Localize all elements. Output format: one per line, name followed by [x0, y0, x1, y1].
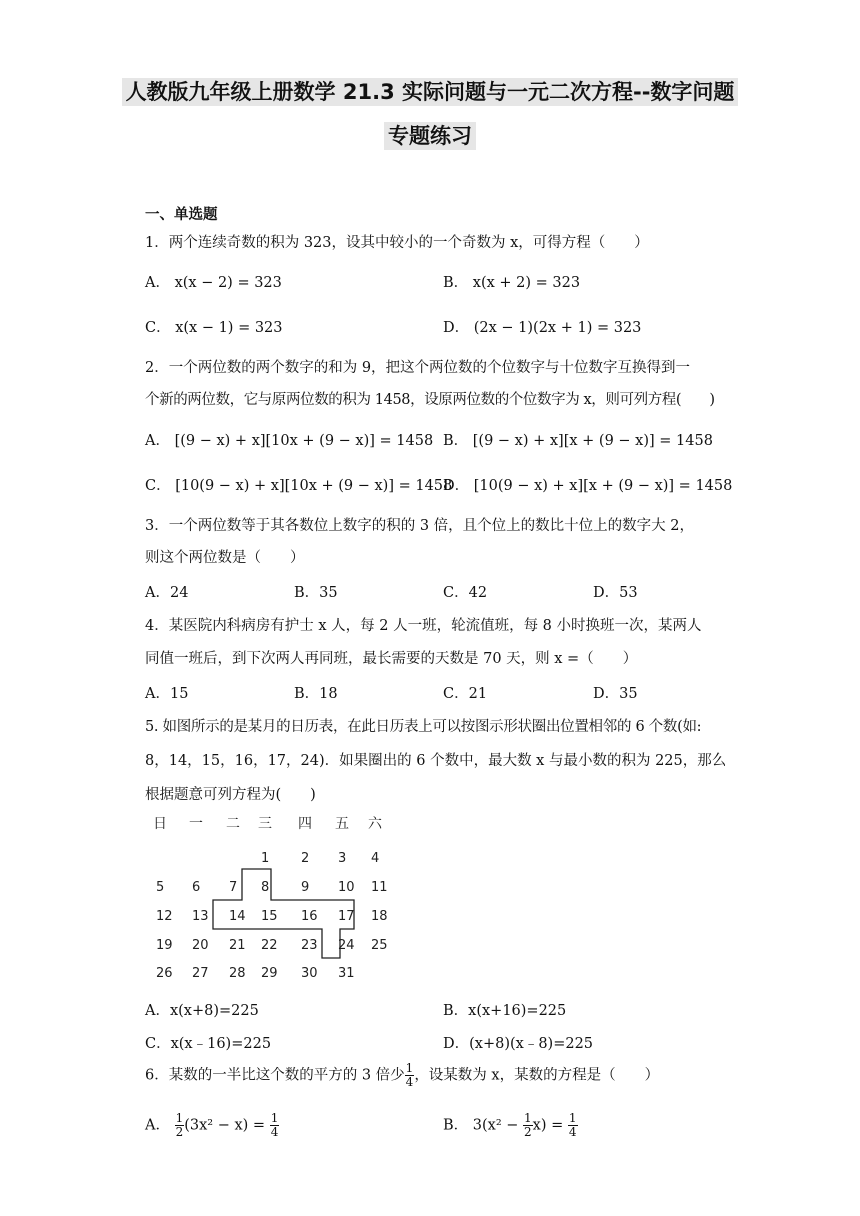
- calendar-day: 18: [371, 909, 388, 924]
- q1-option-d: D． (2x − 1)(2x + 1) = 323: [443, 320, 642, 336]
- q6-b-body-post: x) =: [532, 1117, 564, 1134]
- q3-option-b: B．35: [294, 585, 338, 601]
- calendar-day: 11: [371, 880, 388, 895]
- q6-option-b: [443, 1112, 578, 1139]
- calendar-day: 29: [261, 966, 278, 981]
- q6-text-post: ，设某数为 x，某数的方程是（ ）: [414, 1067, 660, 1084]
- q6-a-coef-n: 1: [175, 1111, 184, 1125]
- q6-a-coefficient: [175, 1112, 185, 1139]
- calendar-day: 14: [229, 909, 246, 924]
- q6-a-rhs-d: 4: [270, 1125, 279, 1139]
- q2-option-a: A． [(9 − x) + x][10x + (9 − x)] = 1458: [145, 433, 434, 449]
- q3-option-c: C．42: [443, 585, 488, 601]
- q5-option-b: B．x(x+16)=225: [443, 1003, 567, 1019]
- q6-a-coef-d: 2: [175, 1125, 184, 1139]
- calendar-day: 2: [301, 851, 310, 866]
- q6-a-body: (3x² − x) =: [184, 1117, 266, 1134]
- q6-b-in-n: 1: [524, 1111, 532, 1125]
- calendar-weekday: 六: [368, 816, 382, 832]
- calendar-weekday: 三: [258, 816, 272, 832]
- calendar-day: 3: [338, 851, 347, 866]
- calendar-day: 10: [338, 880, 355, 895]
- q4-option-a: A．15: [145, 686, 189, 702]
- q6-a-rhs: [270, 1112, 280, 1139]
- section-heading: 一、单选题: [145, 207, 218, 223]
- q1-text: 1．两个连续奇数的积为 323，设其中较小的一个奇数为 x，可得方程（ ）: [145, 235, 649, 251]
- q6-b-in-d: 2: [524, 1125, 532, 1139]
- calendar-day: 28: [229, 966, 246, 981]
- q5-option-a: A．x(x+8)=225: [145, 1003, 259, 1019]
- q6-text-pre: 6．某数的一半比这个数的平方的 3 倍少: [145, 1067, 405, 1084]
- calendar-weekday: 四: [298, 816, 312, 832]
- calendar-weekday: 一: [189, 816, 203, 832]
- calendar-day: 31: [338, 966, 355, 981]
- calendar-day: 9: [301, 880, 310, 895]
- q2-option-d: D． [10(9 − x) + x][x + (9 − x)] = 1458: [443, 478, 733, 494]
- calendar-weekday: 二: [226, 816, 240, 832]
- calendar-day: 21: [229, 938, 246, 953]
- q6-b-rhs-n: 1: [568, 1111, 577, 1125]
- calendar-day: 5: [156, 880, 165, 895]
- q6-fraction: [405, 1062, 415, 1089]
- q6-b-body-pre: 3(x² −: [472, 1117, 519, 1134]
- q4-text-line-2: 同值一班后，到下次两人再同班，最长需要的天数是 70 天，则 x =（ ）: [145, 651, 638, 667]
- q1-option-c: C． x(x − 1) = 323: [145, 320, 283, 336]
- q4-option-b: B．18: [294, 686, 338, 702]
- calendar-day: 30: [301, 966, 318, 981]
- q3-option-a: A．24: [145, 585, 189, 601]
- calendar-day: 1: [261, 851, 270, 866]
- calendar-day: 8: [261, 880, 270, 895]
- document-title-line-1: 人教版九年级上册数学 21.3 实际问题与一元二次方程--数字问题: [0, 76, 860, 106]
- q6-text: [145, 1062, 659, 1089]
- q6-fraction-numerator: 1: [405, 1061, 414, 1075]
- calendar-day: 23: [301, 938, 318, 953]
- q2-text-line-2: 个新的两位数，它与原两位数的积为 1458，设原两位数的个位数字为 x，则可列方程( ): [145, 392, 715, 408]
- calendar-day: 19: [156, 938, 173, 953]
- calendar-day: 26: [156, 966, 173, 981]
- q6-fraction-denominator: 4: [405, 1075, 414, 1089]
- q6-b-inner-fraction: [523, 1112, 533, 1139]
- q6-b-rhs-d: 4: [568, 1125, 577, 1139]
- calendar-day: 15: [261, 909, 278, 924]
- calendar-day: 25: [371, 938, 388, 953]
- q5-text-line-2: 8，14，15，16，17，24)．如果圈出的 6 个数中，最大数 x 与最小数的积为 225，那么: [145, 753, 727, 769]
- q3-text-line-1: 3．一个两位数等于其各数位上数字的积的 3 倍，且个位上的数比十位上的数字大 2，: [145, 518, 695, 534]
- q4-text-line-1: 4．某医院内科病房有护士 x 人，每 2 人一班，轮流值班，每 8 小时换班一次，某两人: [145, 618, 702, 634]
- q6-option-a-label: A．: [145, 1117, 170, 1134]
- q3-option-d: D．53: [593, 585, 638, 601]
- q6-option-b-label: B．: [443, 1117, 469, 1134]
- calendar-day: 27: [192, 966, 209, 981]
- calendar-figure: [145, 812, 395, 987]
- q6-option-a: [145, 1112, 279, 1139]
- calendar-day: 6: [192, 880, 201, 895]
- calendar-day: 24: [338, 938, 355, 953]
- q2-option-b: B． [(9 − x) + x][x + (9 − x)] = 1458: [443, 433, 713, 449]
- calendar-day: 13: [192, 909, 209, 924]
- q5-text-line-1: 5. 如图所示的是某月的日历表，在此日历表上可以按图示形状圈出位置相邻的 6 个数(如:: [145, 719, 702, 735]
- q4-option-c: C．21: [443, 686, 488, 702]
- q4-option-d: D．35: [593, 686, 638, 702]
- q1-option-a: A． x(x − 2) = 323: [145, 275, 282, 291]
- calendar-day: 17: [338, 909, 355, 924]
- q5-option-c: C．x(x﹣16)=225: [145, 1036, 272, 1052]
- q2-text-line-1: 2．一个两位数的两个数字的和为 9，把这个两位数的个位数字与十位数字互换得到一: [145, 360, 691, 376]
- q3-text-line-2: 则这个两位数是（ ）: [145, 550, 305, 566]
- calendar-weekday: 日: [153, 816, 167, 832]
- calendar-weekday: 五: [335, 816, 349, 832]
- q1-option-b: B． x(x + 2) = 323: [443, 275, 581, 291]
- q6-b-rhs: [568, 1112, 578, 1139]
- calendar-day: 22: [261, 938, 278, 953]
- calendar-day: 16: [301, 909, 318, 924]
- calendar-day: 12: [156, 909, 173, 924]
- document-title-line-2: 专题练习: [0, 120, 860, 150]
- q6-a-rhs-n: 1: [270, 1111, 279, 1125]
- q5-option-d: D．(x+8)(x﹣8)=225: [443, 1036, 594, 1052]
- calendar-day: 20: [192, 938, 209, 953]
- calendar-day: 4: [371, 851, 380, 866]
- q2-option-c: C． [10(9 − x) + x][10x + (9 − x)] = 1458: [145, 478, 453, 494]
- calendar-day: 7: [229, 880, 238, 895]
- q5-text-line-3: 根据题意可列方程为( ): [145, 787, 316, 803]
